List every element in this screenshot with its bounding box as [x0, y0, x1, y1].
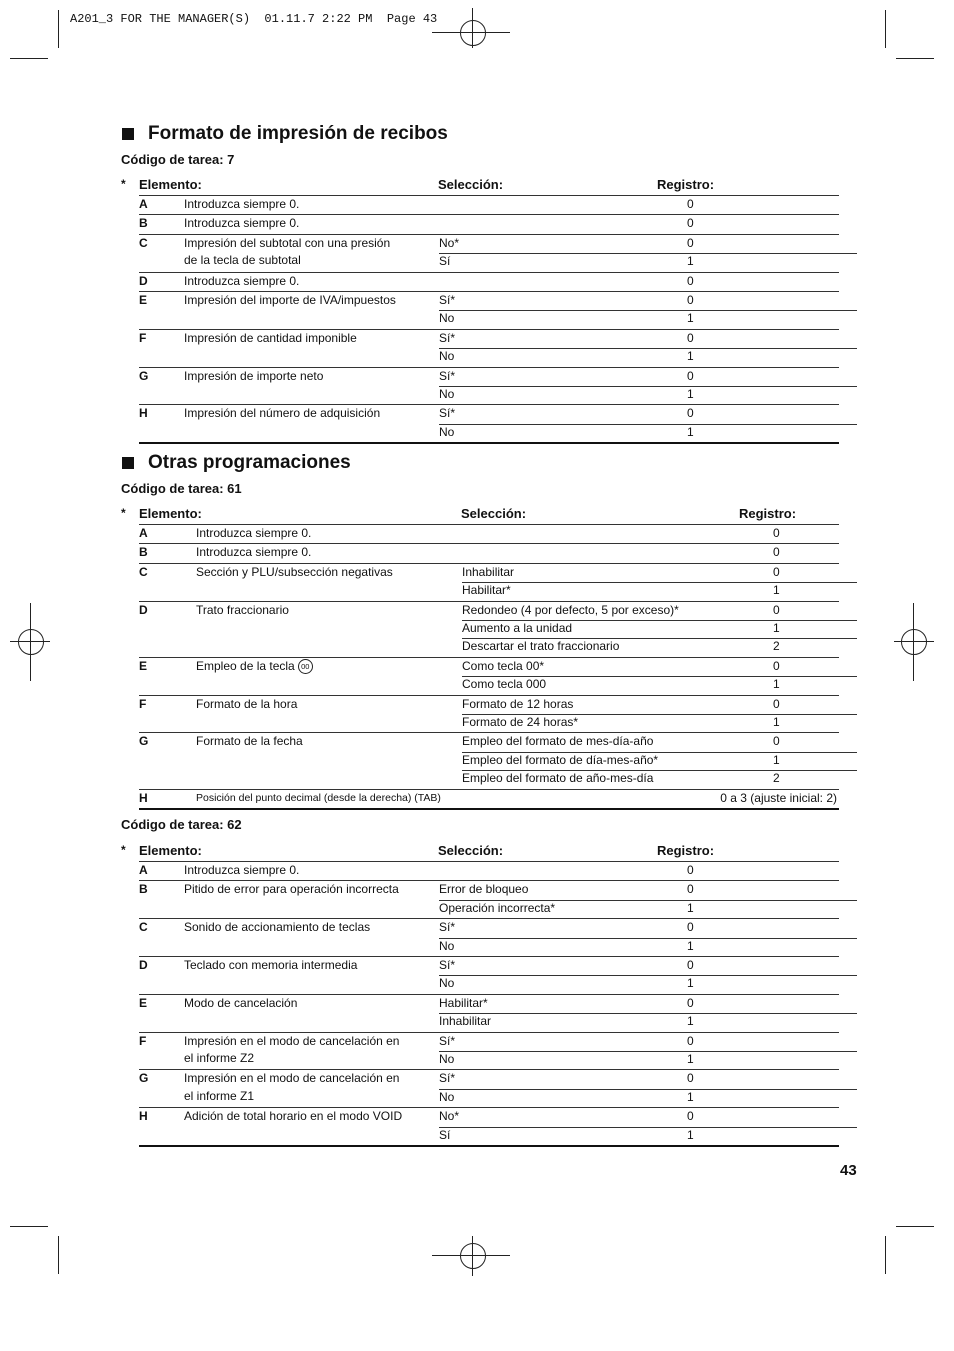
register-value: 1	[687, 1127, 694, 1142]
row-letter: G	[139, 1071, 149, 1086]
row-letter: F	[139, 696, 147, 711]
register-value: 1	[687, 1014, 694, 1029]
register-value: 1	[687, 1089, 694, 1104]
register-value: 0	[687, 1071, 694, 1086]
required-marker: *	[121, 177, 126, 191]
selection-option: No	[439, 349, 455, 364]
selection-option: No	[439, 387, 455, 401]
row-description: Introduzca siempre 0.	[184, 216, 300, 231]
row-letter: E	[139, 995, 148, 1010]
register-value: 0	[687, 235, 694, 250]
row-divider	[139, 1145, 839, 1147]
selection-option: Sí*	[439, 1071, 456, 1086]
register-value: 0	[687, 882, 694, 897]
register-value: 0	[773, 526, 780, 540]
selection-option: No	[439, 938, 455, 953]
section-heading-otras: Otras programaciones	[122, 452, 351, 474]
register-value: 1	[687, 254, 694, 269]
selection-option: No	[439, 1089, 455, 1104]
row-description: Formato de la fecha	[196, 734, 303, 749]
row-letter: A	[139, 197, 148, 211]
selection-option: Habilitar*	[462, 583, 511, 598]
register-value: 2	[773, 771, 780, 786]
row-letter: H	[139, 1109, 148, 1124]
selection-option: Sí*	[439, 406, 456, 421]
option-divider	[439, 975, 857, 976]
row-letter: C	[139, 564, 148, 579]
row-letter: C	[139, 920, 148, 935]
selection-option: No	[439, 424, 455, 439]
column-header-selection: Selección:	[438, 843, 504, 858]
register-value: 0	[687, 863, 694, 877]
row-description: el informe Z1	[184, 1088, 255, 1103]
register-value: 0	[687, 216, 694, 231]
row-description: Impresión en el modo de cancelación en	[184, 1033, 400, 1048]
register-value: 2	[773, 639, 780, 654]
option-divider	[439, 386, 857, 387]
selection-option: Sí*	[439, 1033, 456, 1048]
register-value: 0	[773, 658, 780, 673]
row-letter: B	[139, 216, 148, 231]
print-header: A201_3 FOR THE MANAGER(S) 01.11.7 2:22 PM Page 43	[70, 12, 438, 26]
option-divider	[439, 348, 857, 349]
selection-option: Inhabilitar	[439, 1014, 492, 1029]
row-description: Impresión de cantidad imponible	[184, 330, 357, 345]
register-value: 1	[687, 1052, 694, 1066]
row-letter: E	[139, 293, 148, 307]
register-value: 1	[687, 387, 694, 401]
selection-option: Sí*	[439, 330, 456, 345]
option-divider	[439, 1051, 857, 1052]
row-description: Empleo de la tecla 00	[196, 658, 313, 675]
selection-option: No	[439, 311, 455, 326]
row-letter: D	[139, 958, 148, 972]
row-description: Impresión de importe neto	[184, 368, 324, 383]
register-value: 0	[687, 920, 694, 935]
selection-option: Sí*	[439, 368, 456, 383]
selection-option: Inhabilitar	[462, 564, 515, 579]
column-header-selection: Selección:	[461, 506, 527, 521]
row-description: Sonido de accionamiento de teclas	[184, 920, 371, 935]
row-description: Adición de total horario en el modo VOID	[184, 1109, 403, 1124]
row-letter: B	[139, 882, 148, 897]
selection-option: Formato de 24 horas*	[462, 715, 579, 729]
option-divider	[439, 310, 857, 311]
row-description: Introduzca siempre 0.	[184, 863, 300, 877]
register-value: 1	[687, 938, 694, 953]
register-value: 1	[687, 976, 694, 991]
selection-option: Sí	[439, 1127, 451, 1142]
selection-option: Sí*	[439, 293, 456, 307]
register-value: 0	[773, 545, 780, 560]
selection-option: Como tecla 00*	[462, 658, 545, 673]
row-divider	[139, 442, 839, 444]
selection-option: Operación incorrecta*	[439, 900, 556, 915]
key-00-icon: 00	[298, 659, 313, 674]
row-description: Introduzca siempre 0.	[196, 545, 312, 560]
row-letter: D	[139, 602, 148, 617]
row-letter: E	[139, 658, 148, 673]
register-value: 0 a 3 (ajuste inicial: 2)	[720, 790, 837, 805]
row-letter: F	[139, 330, 147, 345]
register-value: 0	[687, 293, 694, 307]
selection-option: No*	[439, 235, 460, 250]
register-value: 1	[773, 752, 780, 767]
register-value: 0	[687, 1109, 694, 1124]
row-letter: H	[139, 406, 148, 421]
row-description: el informe Z2	[184, 1051, 255, 1065]
task-code-7: Código de tarea: 7	[121, 152, 235, 167]
row-description: Pitido de error para operación incorrecta	[184, 882, 399, 897]
row-description: Trato fraccionario	[196, 602, 289, 617]
register-value: 1	[773, 583, 780, 598]
option-divider	[462, 582, 857, 583]
option-divider	[439, 1127, 857, 1128]
register-value: 0	[687, 273, 694, 288]
row-letter: H	[139, 790, 148, 805]
task-code-62: Código de tarea: 62	[121, 817, 242, 832]
required-marker: *	[121, 506, 126, 520]
column-header-element: Elemento:	[139, 506, 202, 521]
required-marker: *	[121, 843, 126, 857]
row-letter: G	[139, 368, 149, 383]
row-letter: C	[139, 235, 148, 250]
selection-option: Como tecla 000	[462, 677, 547, 692]
row-description: Introduzca siempre 0.	[196, 526, 312, 540]
register-value: 0	[687, 995, 694, 1010]
register-value: 0	[687, 330, 694, 345]
register-value: 0	[773, 564, 780, 579]
task-code-61: Código de tarea: 61	[121, 481, 242, 496]
row-letter: D	[139, 273, 148, 288]
register-value: 1	[773, 715, 780, 729]
column-header-register: Registro:	[657, 843, 715, 858]
row-description: Introduzca siempre 0.	[184, 273, 300, 288]
register-value: 1	[687, 424, 694, 439]
row-description: Impresión en el modo de cancelación en	[184, 1071, 400, 1086]
selection-option: Empleo del formato de día-mes-año*	[462, 752, 659, 767]
row-description: Impresión del subtotal con una presión	[184, 235, 391, 250]
selection-option: Redondeo (4 por defecto, 5 por exceso)*	[462, 602, 679, 617]
row-description: Sección y PLU/subsección negativas	[196, 564, 393, 579]
register-value: 1	[773, 621, 780, 635]
register-value: 0	[773, 734, 780, 749]
row-description: Formato de la hora	[196, 696, 298, 711]
register-value: 1	[687, 311, 694, 326]
selection-option: Sí*	[439, 958, 456, 972]
black-square-icon	[122, 128, 134, 140]
register-value: 0	[687, 1033, 694, 1048]
register-value: 0	[687, 197, 694, 211]
selection-option: Formato de 12 horas	[462, 696, 574, 711]
selection-option: Empleo del formato de mes-día-año	[462, 734, 654, 749]
register-value: 0	[773, 696, 780, 711]
row-letter: F	[139, 1033, 147, 1048]
row-description: Posición del punto decimal (desde la derecha) (TAB)	[196, 791, 441, 804]
column-header-register: Registro:	[739, 506, 797, 521]
column-header-element: Elemento:	[139, 843, 202, 858]
column-header-register: Registro:	[657, 177, 715, 192]
row-letter: B	[139, 545, 148, 560]
register-value: 0	[773, 602, 780, 617]
selection-option: Habilitar*	[439, 995, 488, 1010]
selection-option: Empleo del formato de año-mes-día	[462, 771, 654, 786]
selection-option: No	[439, 976, 455, 991]
option-divider	[439, 424, 857, 425]
black-square-icon	[122, 457, 134, 469]
register-value: 0	[687, 958, 694, 972]
selection-option: No*	[439, 1109, 460, 1124]
row-letter: A	[139, 526, 148, 540]
row-divider	[139, 808, 839, 810]
row-description: Impresión del número de adquisición	[184, 406, 381, 421]
register-value: 0	[687, 406, 694, 421]
selection-option: Descartar el trato fraccionario	[462, 639, 620, 654]
selection-option: Aumento a la unidad	[462, 621, 573, 635]
row-description: de la tecla de subtotal	[184, 253, 301, 268]
option-divider	[439, 1013, 857, 1014]
column-header-element: Elemento:	[139, 177, 202, 192]
register-value: 1	[687, 349, 694, 364]
section-heading-formato: Formato de impresión de recibos	[122, 123, 448, 145]
selection-option: No	[439, 1052, 455, 1066]
page-number: 43	[840, 1162, 857, 1179]
register-value: 0	[687, 368, 694, 383]
row-letter: G	[139, 734, 149, 749]
selection-option: Sí	[439, 254, 451, 269]
row-description: Impresión del importe de IVA/impuestos	[184, 293, 396, 307]
option-divider	[439, 1089, 857, 1090]
row-description: Modo de cancelación	[184, 995, 298, 1010]
register-value: 1	[687, 900, 694, 915]
option-divider	[439, 938, 857, 939]
row-description: Teclado con memoria intermedia	[184, 958, 358, 972]
selection-option: Error de bloqueo	[439, 882, 529, 897]
option-divider	[439, 253, 857, 254]
register-value: 1	[773, 677, 780, 692]
selection-option: Sí*	[439, 920, 456, 935]
row-description: Introduzca siempre 0.	[184, 197, 300, 211]
column-header-selection: Selección:	[438, 177, 504, 192]
row-letter: A	[139, 863, 148, 877]
